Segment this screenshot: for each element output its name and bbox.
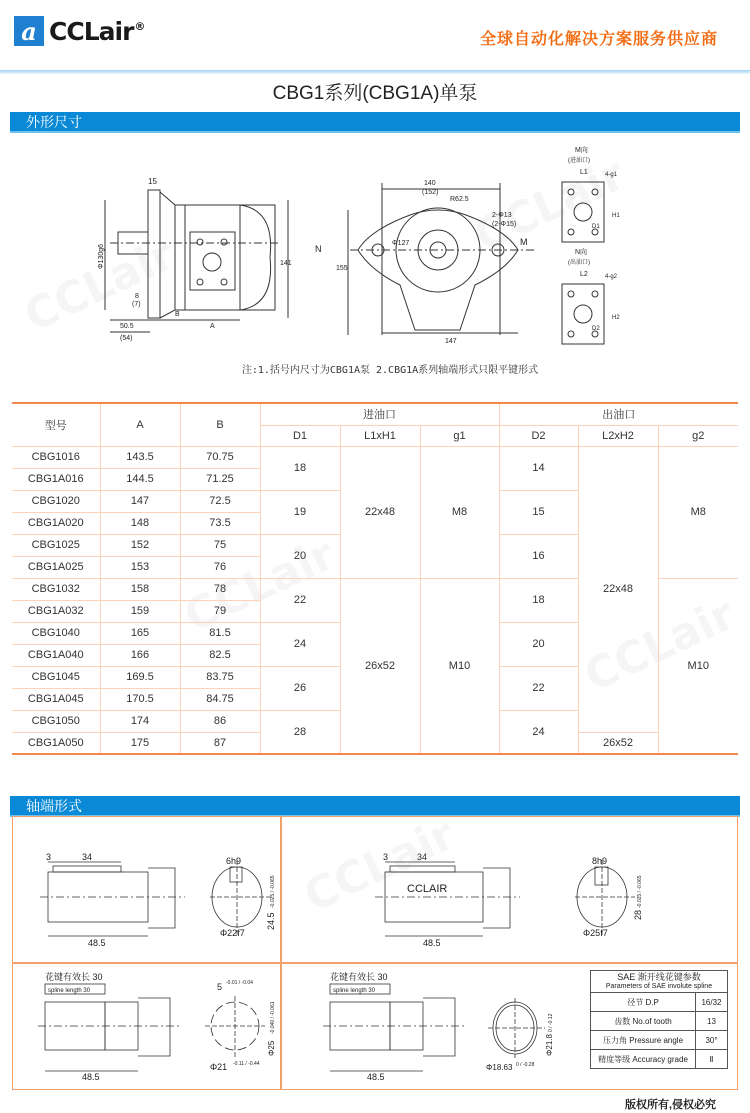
spline-shaft-25-drawing: [30, 966, 280, 1086]
svg-text:-0.025 / -0.065: -0.025 / -0.065: [270, 875, 276, 908]
svg-text:M向: M向: [575, 147, 588, 154]
cell-d1: 20: [260, 534, 340, 578]
cell-a: 152: [100, 534, 180, 556]
cell-g1: M8: [420, 446, 499, 578]
svg-text:50.5: 50.5: [120, 323, 134, 330]
brand-logo: [14, 16, 144, 46]
svg-text:(54): (54): [120, 335, 133, 342]
svg-text:-0.11 / -0.44: -0.11 / -0.44: [233, 1061, 260, 1067]
cell-model: CBG1A025: [12, 556, 100, 578]
cell-model: CBG1050: [12, 710, 100, 732]
cell-d1: 28: [260, 710, 340, 754]
cell-b: 79: [180, 600, 260, 622]
svg-text:spline length 30: spline length 30: [48, 988, 91, 994]
cell-b: 78: [180, 578, 260, 600]
keyed-shaft-22-drawing: [30, 850, 280, 950]
section-header-shaft-ends: 轴端形式: [10, 796, 740, 817]
cell-d1: 18: [260, 446, 340, 490]
port-views-drawing: [550, 142, 630, 352]
sae-value: 13: [696, 1012, 728, 1031]
svg-text:D1: D1: [592, 224, 600, 230]
svg-text:M: M: [520, 237, 528, 247]
cell-d2: 15: [499, 490, 578, 534]
svg-text:D2: D2: [592, 326, 600, 332]
side-view-drawing: [90, 170, 290, 350]
panel-divider: [280, 816, 282, 1090]
cell-a: 166: [100, 644, 180, 666]
svg-text:3: 3: [383, 852, 389, 862]
cell-a: 158: [100, 578, 180, 600]
brand-name: CCLair®: [49, 16, 145, 46]
front-view-drawing: [310, 175, 540, 350]
svg-text:Φ18.63: Φ18.63: [486, 1063, 513, 1072]
table-row: [12, 446, 738, 468]
svg-text:L1: L1: [580, 169, 588, 176]
cell-a: 169.5: [100, 666, 180, 688]
cell-model: CBG1045: [12, 666, 100, 688]
svg-text:Φ25: Φ25: [267, 1040, 276, 1056]
cell-l1h1: 26x52: [340, 578, 420, 754]
svg-text:8: 8: [135, 293, 139, 300]
cell-d2: 20: [499, 622, 578, 666]
cell-a: 175: [100, 732, 180, 754]
svg-text:15: 15: [148, 177, 157, 186]
copyright: 版权所有,侵权必究: [625, 1099, 717, 1111]
svg-text:(出油口): (出油口): [568, 260, 590, 266]
cell-model: CBG1A016: [12, 468, 100, 490]
sae-label: 齿数 No.of tooth: [591, 1012, 696, 1031]
cell-b: 72.5: [180, 490, 260, 512]
svg-text:CCLAIR: CCLAIR: [407, 883, 448, 895]
sae-label: 精度等级 Accuracy grade: [591, 1050, 696, 1069]
cell-model: CBG1040: [12, 622, 100, 644]
svg-text:48.5: 48.5: [88, 938, 106, 948]
svg-text:0 / -0.12: 0 / -0.12: [548, 1013, 554, 1032]
svg-text:Φ25f7: Φ25f7: [583, 928, 608, 938]
cell-d2: 24: [499, 710, 578, 754]
header-l1h1: L1xH1: [340, 425, 420, 446]
cell-a: 148: [100, 512, 180, 534]
header-g2: g2: [658, 425, 738, 446]
svg-text:34: 34: [417, 852, 428, 862]
cell-d2: 22: [499, 666, 578, 710]
cell-model: CBG1025: [12, 534, 100, 556]
cell-model: CBG1032: [12, 578, 100, 600]
svg-text:L2: L2: [580, 271, 588, 278]
cell-model: CBG1016: [12, 446, 100, 468]
cell-g2: M10: [658, 578, 738, 754]
sae-title-cn: SAE 渐开线花键参数: [617, 971, 701, 982]
header-inlet: 进油口: [260, 403, 499, 425]
sae-value: 16/32: [696, 993, 728, 1012]
svg-text:2-Φ13: 2-Φ13: [492, 212, 512, 219]
svg-text:-0.025 / -0.065: -0.025 / -0.065: [637, 875, 643, 908]
svg-text:B: B: [175, 311, 180, 318]
svg-text:-0.01 / -0.04: -0.01 / -0.04: [226, 980, 253, 986]
cell-a: 170.5: [100, 688, 180, 710]
header-l2h2: L2xH2: [578, 425, 658, 446]
cell-d2: 18: [499, 578, 578, 622]
cell-model: CBG1A050: [12, 732, 100, 754]
svg-text:Φ130g6: Φ130g6: [98, 243, 105, 269]
svg-text:(152): (152): [422, 189, 439, 196]
cell-a: 174: [100, 710, 180, 732]
svg-text:(7): (7): [132, 301, 141, 308]
cell-model: CBG1A045: [12, 688, 100, 710]
svg-text:155: 155: [336, 265, 348, 272]
cell-d1: 24: [260, 622, 340, 666]
sae-label: 径节 D.P: [591, 993, 696, 1012]
cell-b: 83.75: [180, 666, 260, 688]
sae-title-en: Parameters of SAE involute spline: [605, 982, 713, 990]
cell-d2: 14: [499, 446, 578, 490]
svg-text:5: 5: [217, 982, 223, 992]
cell-b: 81.5: [180, 622, 260, 644]
svg-text:Φ127: Φ127: [392, 240, 410, 247]
cell-a: 159: [100, 600, 180, 622]
logo-mark: a: [14, 16, 44, 46]
svg-text:花键有效长 30: 花键有效长 30: [330, 972, 388, 982]
drawing-note: 注:1.括号内尺寸为CBG1A泵 2.CBG1A系列轴端形式只限平键形式: [241, 365, 539, 376]
header-model: 型号: [12, 403, 100, 446]
cell-model: CBG1A040: [12, 644, 100, 666]
cell-b: 71.25: [180, 468, 260, 490]
header-b: B: [180, 403, 260, 446]
cell-model: CBG1A020: [12, 512, 100, 534]
svg-text:Φ21: Φ21: [210, 1062, 228, 1072]
header-d2: D2: [499, 425, 578, 446]
spline-shaft-21-drawing: [320, 966, 590, 1086]
svg-text:N: N: [315, 244, 322, 254]
sae-spline-parameters-table: [590, 970, 728, 1069]
svg-text:Φ21.8: Φ21.8: [545, 1034, 554, 1056]
svg-text:48.5: 48.5: [423, 938, 441, 948]
svg-text:H2: H2: [612, 315, 620, 321]
cell-d1: 19: [260, 490, 340, 534]
cell-g2: M8: [658, 446, 738, 578]
header-outlet: 出油口: [499, 403, 738, 425]
cell-g1: M10: [420, 578, 499, 754]
svg-text:48.5: 48.5: [367, 1072, 385, 1082]
cell-a: 143.5: [100, 446, 180, 468]
section-header-dimensions: 外形尺寸: [10, 112, 740, 133]
cell-a: 153: [100, 556, 180, 578]
svg-text:8h9: 8h9: [592, 856, 608, 866]
cell-b: 82.5: [180, 644, 260, 666]
cell-model: CBG1A032: [12, 600, 100, 622]
svg-text:Φ22f7: Φ22f7: [220, 928, 245, 938]
svg-text:spline length 30: spline length 30: [333, 988, 376, 994]
cell-l2h2: 26x52: [578, 732, 658, 754]
cell-b: 87: [180, 732, 260, 754]
svg-text:4-g1: 4-g1: [605, 172, 618, 178]
svg-text:34: 34: [82, 852, 93, 862]
header-d1: D1: [260, 425, 340, 446]
keyed-shaft-25-drawing: [365, 850, 655, 950]
cell-a: 165: [100, 622, 180, 644]
cell-a: 144.5: [100, 468, 180, 490]
slogan: 全球自动化解决方案服务供应商: [479, 31, 718, 48]
svg-text:花键有效长 30: 花键有效长 30: [45, 972, 103, 982]
svg-text:147: 147: [445, 338, 457, 345]
cell-d1: 26: [260, 666, 340, 710]
svg-text:48.5: 48.5: [82, 1072, 100, 1082]
sae-value: Ⅱ: [696, 1050, 728, 1069]
header-g1: g1: [420, 425, 499, 446]
cell-model: CBG1020: [12, 490, 100, 512]
sae-value: 30°: [696, 1031, 728, 1050]
svg-text:24.5: 24.5: [266, 912, 276, 930]
svg-text:0 / -0.28: 0 / -0.28: [516, 1062, 535, 1068]
cell-b: 76: [180, 556, 260, 578]
svg-text:141: 141: [280, 260, 292, 267]
cell-l2h2: 22x48: [578, 446, 658, 732]
cell-b: 73.5: [180, 512, 260, 534]
sae-label: 压力角 Pressure angle: [591, 1031, 696, 1050]
cell-l1h1: 22x48: [340, 446, 420, 578]
cell-d1: 22: [260, 578, 340, 622]
svg-text:-0.040 / -0.061: -0.040 / -0.061: [270, 1001, 276, 1034]
svg-text:28: 28: [633, 909, 643, 920]
svg-text:H1: H1: [612, 213, 620, 219]
header-a: A: [100, 403, 180, 446]
svg-text:N向: N向: [575, 249, 588, 256]
page-title: CBG1系列(CBG1A)单泵: [272, 83, 478, 104]
cell-b: 84.75: [180, 688, 260, 710]
svg-text:140: 140: [424, 180, 436, 187]
header-divider: [0, 70, 750, 74]
cell-b: 75: [180, 534, 260, 556]
svg-text:3: 3: [46, 852, 52, 862]
svg-text:(2-Φ15): (2-Φ15): [492, 221, 517, 228]
panel-divider: [12, 962, 738, 964]
dimensions-table: [12, 402, 738, 755]
svg-text:(进油口): (进油口): [568, 158, 590, 164]
cell-b: 70.75: [180, 446, 260, 468]
svg-text:6h9: 6h9: [226, 856, 242, 866]
svg-text:4-g2: 4-g2: [605, 274, 618, 280]
svg-text:A: A: [210, 323, 215, 330]
cell-b: 86: [180, 710, 260, 732]
cell-a: 147: [100, 490, 180, 512]
cell-d2: 16: [499, 534, 578, 578]
svg-text:R62.5: R62.5: [450, 196, 469, 203]
